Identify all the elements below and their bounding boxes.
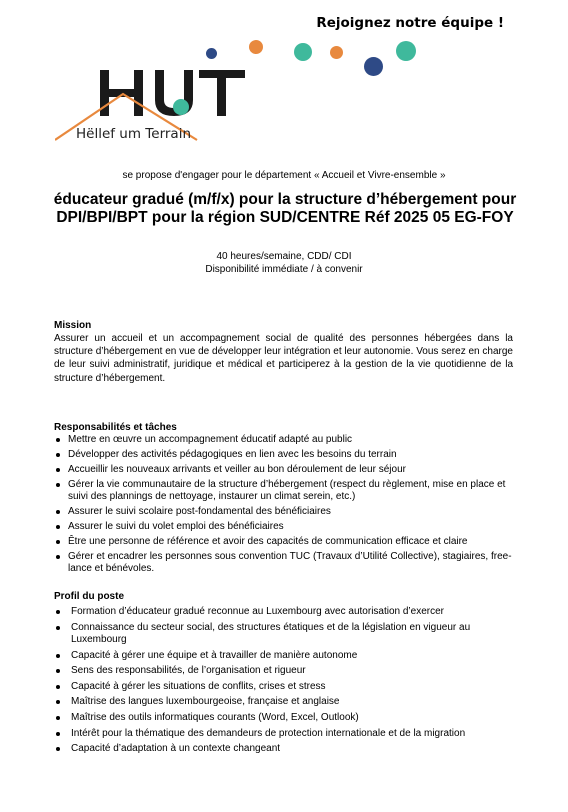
- mission-section: [54, 319, 513, 385]
- list-item: Formation d’éducateur gradué reconnue au Luxembourg avec autorisation d’exercer: [54, 606, 513, 618]
- list-item: Développer des activités pédagogiques en lien avec les besoins du terrain: [54, 449, 513, 461]
- list-item: Gérer la vie communautaire de la structure d’hébergement (respect du règlement, mise en place et suivi des plannings de nettoyage, instaurer un climat serein, etc.): [54, 479, 513, 504]
- list-item: Maîtrise des langues luxembourgeoise, française et anglaise: [54, 696, 513, 708]
- profil-heading: Profil du poste: [54, 591, 124, 602]
- responsabilites-list: [54, 434, 513, 576]
- slogan: Rejoignez notre équipe !: [316, 15, 504, 31]
- job-conditions: [0, 250, 568, 276]
- responsabilites-section: [54, 421, 513, 578]
- profil-section: [54, 590, 513, 759]
- intro-text: se propose d'engager pour le département « Accueil et Vivre-ensemble »: [122, 170, 446, 181]
- decor-dot-orange-mid: [330, 46, 343, 59]
- mission-text: Assurer un accueil et un accompagnement social de qualité des personnes hébergées dans la structure d’hébergement en vue de développer leur intégration et leur autonomie. Vous serez en charge de leur suivi administratif, juridique et médical et participerez à la gestion de la vie quotidienne de la structure d’hébergement.: [54, 333, 513, 384]
- list-item: Mettre en œuvre un accompagnement éducatif adapté au public: [54, 434, 513, 446]
- decor-dot-teal-right: [396, 41, 416, 61]
- list-item: Accueillir les nouveaux arrivants et veiller au bon déroulement de leur séjour: [54, 464, 513, 476]
- list-item: Intérêt pour la thématique des demandeurs de protection internationale et de la migration: [54, 728, 513, 740]
- list-item: Maîtrise des outils informatiques courants (Word, Excel, Outlook): [54, 712, 513, 724]
- list-item: Assurer le suivi scolaire post-fondamental des bénéficiaires: [54, 506, 513, 518]
- list-item: Connaissance du secteur social, des structures étatiques et de la législation en vigueur au Luxembourg: [54, 622, 513, 647]
- responsabilites-heading: Responsabilités et tâches: [54, 422, 177, 433]
- decor-dot-navy-large: [364, 57, 383, 76]
- decor-dot-teal: [294, 43, 312, 61]
- list-item: Assurer le suivi du volet emploi des bénéficiaires: [54, 521, 513, 533]
- profil-list: [54, 606, 513, 756]
- list-item: Capacité à gérer une équipe et à travailler de manière autonome: [54, 650, 513, 662]
- list-item: Être une personne de référence et avoir des capacités de communication efficace et claire: [54, 536, 513, 548]
- decor-dot-navy-small: [206, 48, 217, 59]
- list-item: Capacité à gérer les situations de conflits, crises et stress: [54, 681, 513, 693]
- job-title: éducateur gradué (m/f/x) pour la structure d’hébergement pour DPI/BPI/BPT pour la région SUD/CENTRE Réf 2025 05 EG-FOY: [53, 191, 517, 226]
- decor-dot-orange-top: [249, 40, 263, 54]
- list-item: Gérer et encadrer les personnes sous convention TUC (Travaux d’Utilité Collective), stagiaires, free-lance et bénévoles.: [54, 551, 513, 576]
- list-item: Capacité d’adaptation à un contexte changeant: [54, 743, 513, 755]
- mission-heading: Mission: [54, 320, 92, 331]
- logo-subtitle: Hëllef um Terrain: [76, 126, 192, 142]
- availability-text: Disponibilité immédiate / à convenir: [205, 264, 363, 275]
- hours-text: 40 heures/semaine, CDD/ CDI: [216, 251, 352, 262]
- list-item: Sens des responsabilités, de l’organisation et rigueur: [54, 665, 513, 677]
